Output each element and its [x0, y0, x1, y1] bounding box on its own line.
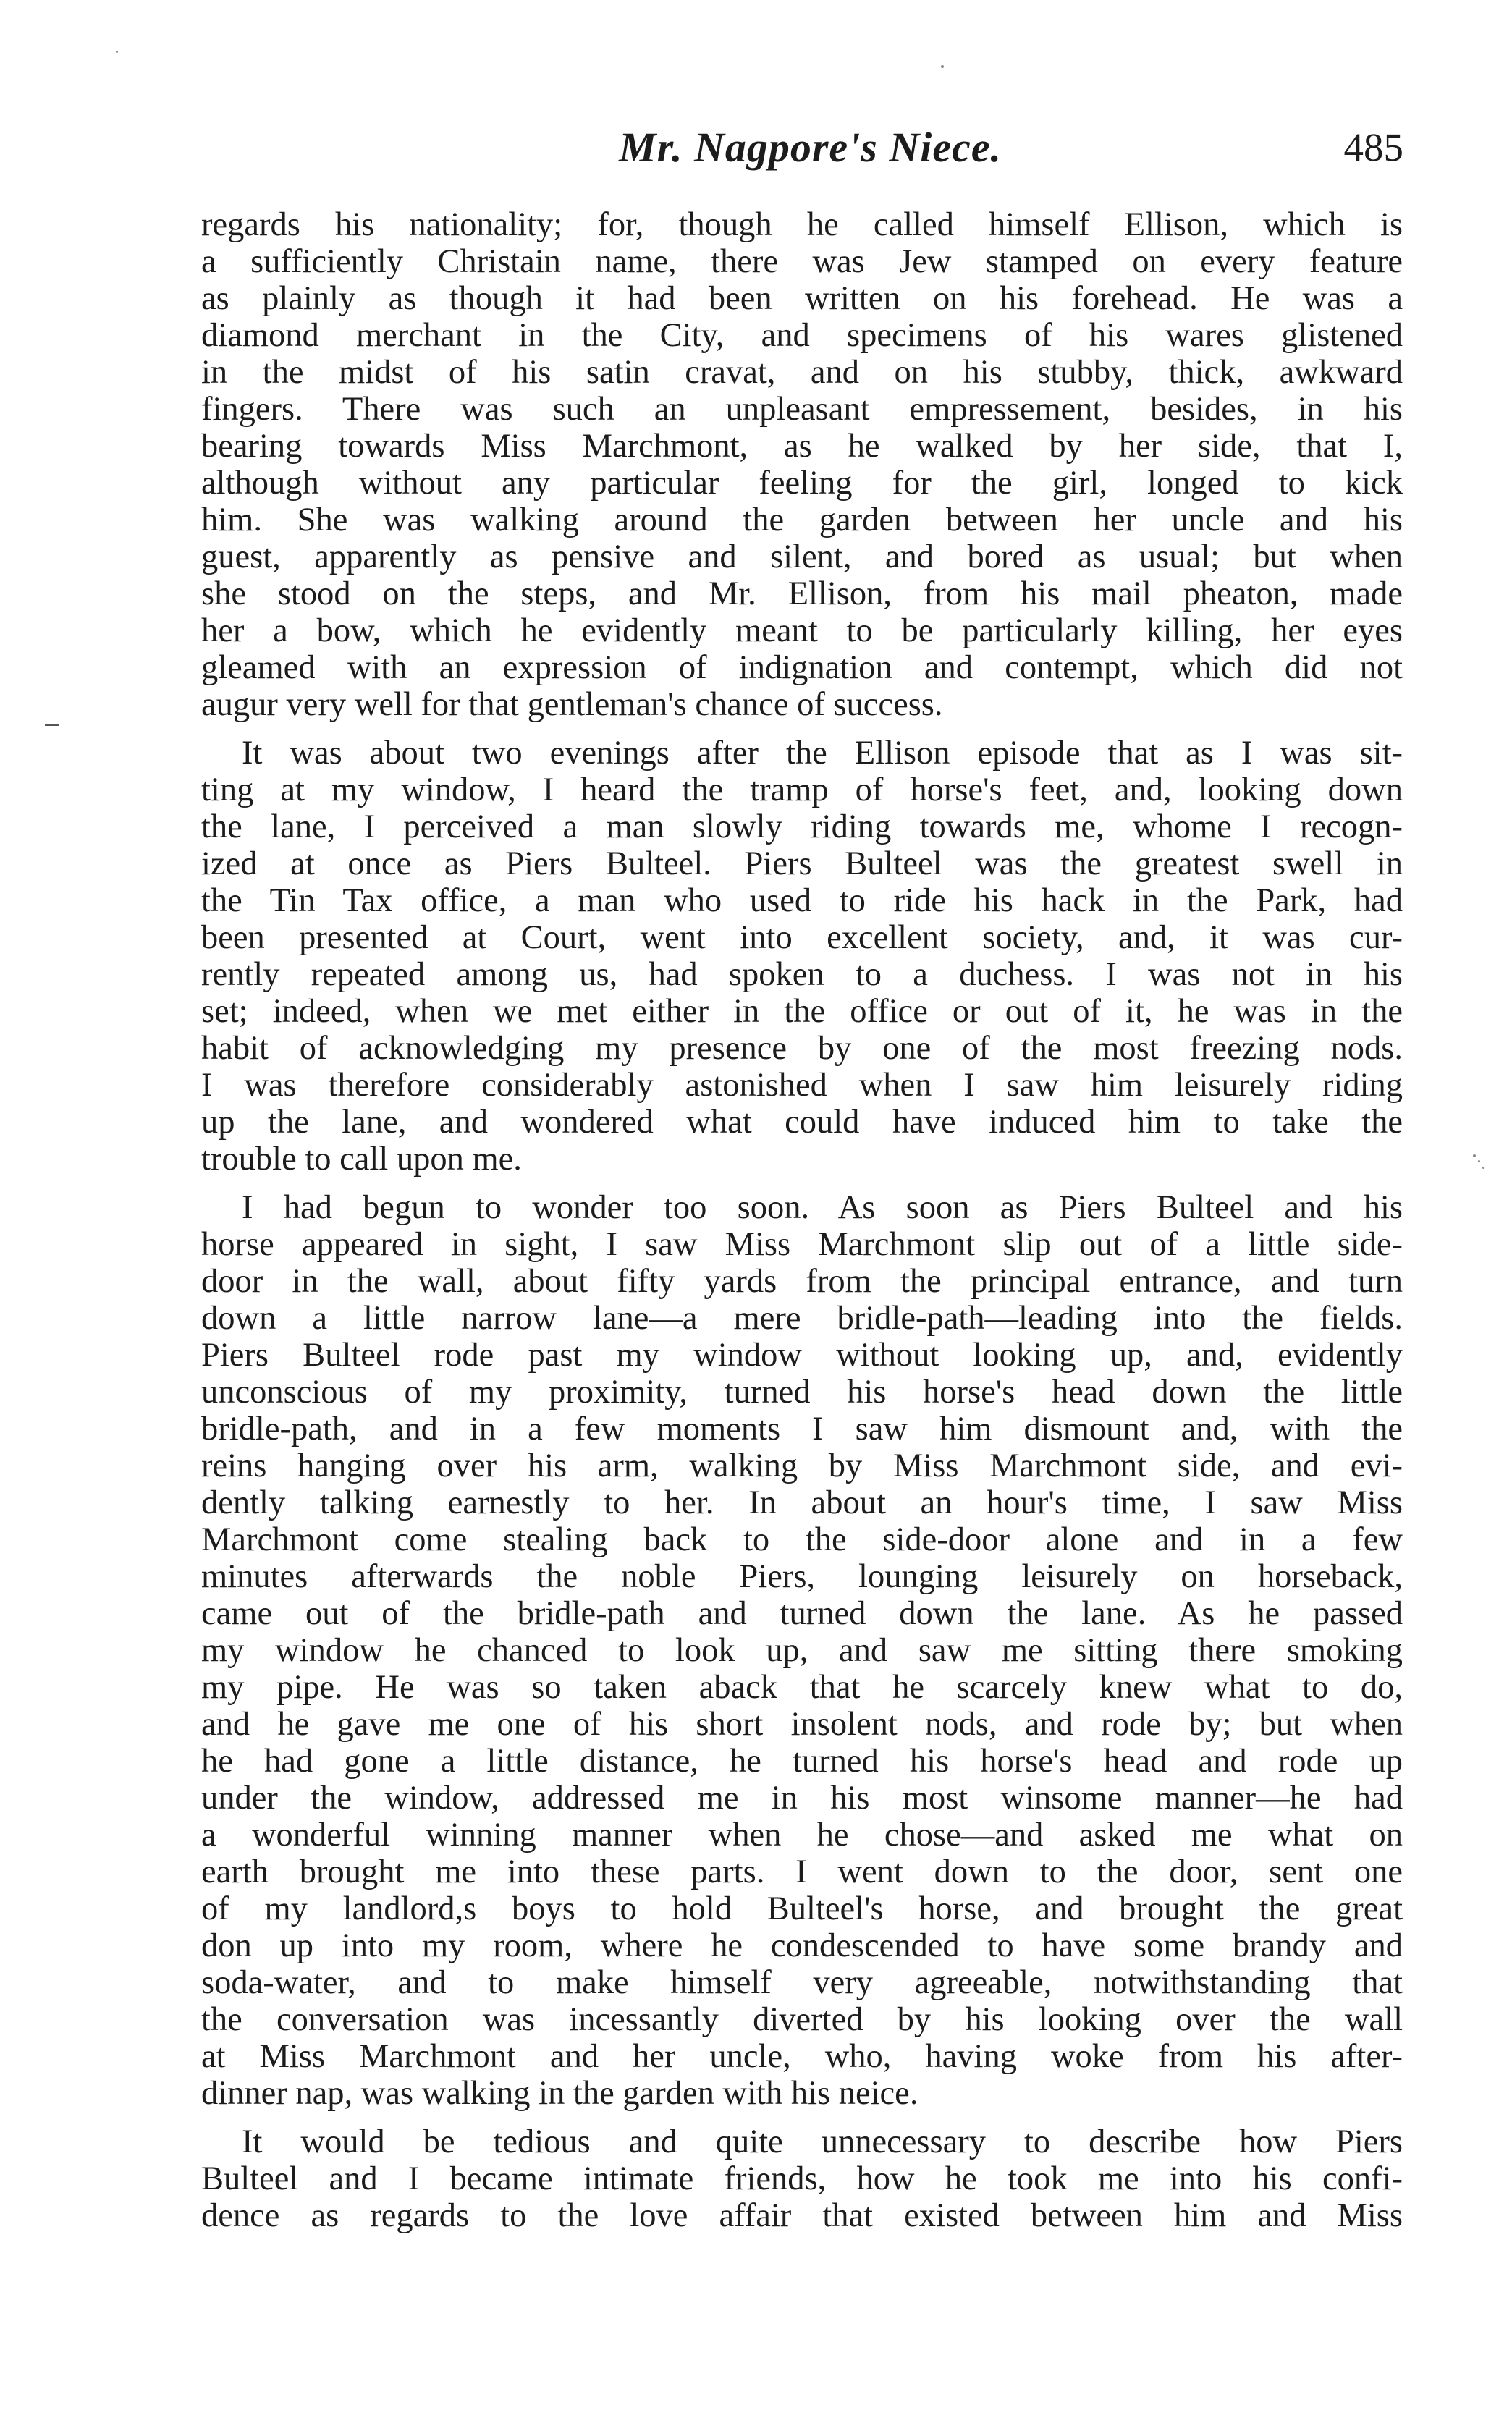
text-line: she stood on the steps, and Mr. Ellison, from his mail pheaton, made	[201, 575, 1403, 612]
text-line: the Tin Tax office, a man who used to ride his hack in the Park, had	[201, 882, 1403, 919]
paragraph	[201, 206, 1403, 723]
page-speck	[1482, 1167, 1484, 1169]
page-speck	[941, 65, 944, 68]
text-line: Marchmont come stealing back to the side-door alone and in a few	[201, 1521, 1403, 1558]
page-number: 485	[1343, 125, 1403, 169]
text-line: my pipe. He was so taken aback that he scarcely knew what to do,	[201, 1669, 1403, 1706]
text-line: been presented at Court, went into excellent society, and, it was cur-	[201, 919, 1403, 956]
text-line: gleamed with an expression of indignation and contempt, which did not	[201, 649, 1403, 686]
text-line: he had gone a little distance, he turned his horse's head and rode up	[201, 1743, 1403, 1780]
page-speck	[116, 51, 118, 53]
margin-dash	[45, 724, 59, 726]
text-line: horse appeared in sight, I saw Miss Marchmont slip out of a little side-	[201, 1226, 1403, 1263]
text-line: at Miss Marchmont and her uncle, who, having woke from his after-	[201, 2038, 1403, 2075]
text-line: up the lane, and wondered what could have induced him to take the	[201, 1104, 1403, 1141]
text-line: ized at once as Piers Bulteel. Piers Bulteel was the greatest swell in	[201, 845, 1403, 882]
paragraph	[201, 1189, 1403, 2112]
text-line: him. She was walking around the garden between her uncle and his	[201, 502, 1403, 538]
text-line: It would be tedious and quite unnecessary to describe how Piers	[242, 2123, 1403, 2160]
text-line: dinner nap, was walking in the garden with his neice.	[201, 2075, 918, 2112]
text-line: Bulteel and I became intimate friends, how he took me into his confi-	[201, 2160, 1403, 2197]
text-line: rently repeated among us, had spoken to a duchess. I was not in his	[201, 956, 1403, 993]
text-line: came out of the bridle-path and turned down the lane. As he passed	[201, 1595, 1403, 1632]
text-line: bridle-path, and in a few moments I saw him dismount and, with the	[201, 1411, 1403, 1447]
text-line: soda-water, and to make himself very agreeable, notwithstanding that	[201, 1964, 1403, 2001]
running-title: Mr. Nagpore's Niece.	[619, 124, 1002, 171]
text-line: bearing towards Miss Marchmont, as he walked by her side, that I,	[201, 428, 1403, 465]
text-line: down a little narrow lane—a mere bridle-path—leading into the fields.	[201, 1300, 1403, 1337]
text-line: Piers Bulteel rode past my window without looking up, and, evidently	[201, 1337, 1403, 1374]
text-line: guest, apparently as pensive and silent, and bored as usual; but when	[201, 538, 1403, 575]
text-line: a sufficiently Christain name, there was Jew stamped on every feature	[201, 243, 1403, 280]
text-line: the conversation was incessantly diverted by his looking over the wall	[201, 2001, 1403, 2038]
text-line: dence as regards to the love affair that existed between him and Miss	[201, 2197, 1403, 2234]
page-speck	[1473, 1154, 1476, 1157]
text-line: her a bow, which he evidently meant to be particularly killing, her eyes	[201, 612, 1403, 649]
text-line: I was therefore considerably astonished when I saw him leisurely riding	[201, 1067, 1403, 1104]
text-line: and he gave me one of his short insolent nods, and rode by; but when	[201, 1706, 1403, 1743]
text-line: ting at my window, I heard the tramp of horse's feet, and, looking down	[201, 772, 1403, 808]
text-line: of my landlord,s boys to hold Bulteel's horse, and brought the great	[201, 1890, 1403, 1927]
text-line: habit of acknowledging my presence by one of the most freezing nods.	[201, 1030, 1403, 1067]
text-line: although without any particular feeling for the girl, longed to kick	[201, 465, 1403, 502]
body-text	[201, 206, 1403, 2234]
text-line: under the window, addressed me in his most winsome manner—he had	[201, 1780, 1403, 1817]
text-line: I had begun to wonder too soon. As soon as Piers Bulteel and his	[242, 1189, 1403, 1226]
text-line: door in the wall, about fifty yards from the principal entrance, and turn	[201, 1263, 1403, 1300]
text-line: minutes afterwards the noble Piers, lounging leisurely on horseback,	[201, 1558, 1403, 1595]
text-line: fingers. There was such an unpleasant empressement, besides, in his	[201, 391, 1403, 428]
text-line: my window he chanced to look up, and saw me sitting there smoking	[201, 1632, 1403, 1669]
page-speck	[1478, 1160, 1480, 1162]
text-line: in the midst of his satin cravat, and on his stubby, thick, awkward	[201, 354, 1403, 391]
text-line: earth brought me into these parts. I went down to the door, sent one	[201, 1853, 1403, 1890]
text-line: reins hanging over his arm, walking by Miss Marchmont side, and evi-	[201, 1447, 1403, 1484]
text-line: as plainly as though it had been written on his forehead. He was a	[201, 280, 1403, 317]
text-line: It was about two evenings after the Ellison episode that as I was sit-	[242, 735, 1403, 772]
text-line: augur very well for that gentleman's chance of success.	[201, 686, 943, 723]
paragraph	[201, 2123, 1403, 2234]
text-line: trouble to call upon me.	[201, 1141, 522, 1178]
text-line: dently talking earnestly to her. In about an hour's time, I saw Miss	[201, 1484, 1403, 1521]
text-line: a wonderful winning manner when he chose—and asked me what on	[201, 1817, 1403, 1853]
text-line: diamond merchant in the City, and specimens of his wares glistened	[201, 317, 1403, 354]
text-line: the lane, I perceived a man slowly riding towards me, whome I recogn-	[201, 808, 1403, 845]
text-line: unconscious of my proximity, turned his horse's head down the little	[201, 1374, 1403, 1411]
text-line: regards his nationality; for, though he called himself Ellison, which is	[201, 206, 1403, 243]
paragraph	[201, 735, 1403, 1178]
text-line: set; indeed, when we met either in the office or out of it, he was in the	[201, 993, 1403, 1030]
text-line: don up into my room, where he condescended to have some brandy and	[201, 1927, 1403, 1964]
